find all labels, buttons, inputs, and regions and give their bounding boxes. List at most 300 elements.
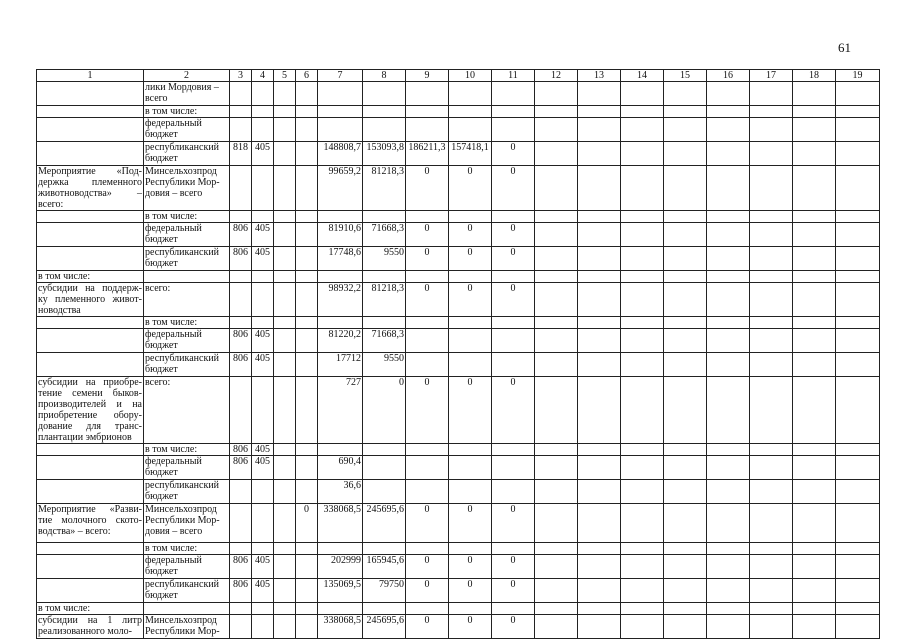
empty-cell-17 (750, 82, 793, 106)
empty-cell-19 (836, 504, 880, 543)
value-cell-11 (492, 456, 535, 480)
empty-cell-16 (707, 603, 750, 615)
value-cell-8: 81218,3 (363, 283, 406, 317)
row-source-cell: всего: (144, 283, 230, 317)
value-cell-6 (296, 283, 318, 317)
empty-cell-15 (664, 456, 707, 480)
empty-cell-17 (750, 329, 793, 353)
value-cell-6 (296, 247, 318, 271)
table-row (37, 504, 880, 543)
row-source-cell (144, 271, 230, 283)
row-source-cell: федеральный бюджет (144, 456, 230, 480)
empty-cell-18 (793, 444, 836, 456)
empty-cell-17 (750, 118, 793, 142)
empty-cell-19 (836, 223, 880, 247)
value-cell-6 (296, 543, 318, 555)
table-row (37, 247, 880, 271)
empty-cell-15 (664, 317, 707, 329)
value-cell-10 (449, 603, 492, 615)
column-header-2: 2 (144, 70, 230, 82)
value-cell-6 (296, 555, 318, 579)
value-cell-4: 405 (252, 353, 274, 377)
empty-cell-18 (793, 247, 836, 271)
column-header-17: 17 (750, 70, 793, 82)
value-cell-9: 186211,3 (406, 142, 449, 166)
empty-cell-18 (793, 142, 836, 166)
value-cell-3 (230, 166, 252, 211)
empty-cell-18 (793, 106, 836, 118)
value-cell-6 (296, 353, 318, 377)
table-row (37, 353, 880, 377)
value-cell-6 (296, 480, 318, 504)
value-cell-4: 405 (252, 142, 274, 166)
empty-cell-17 (750, 353, 793, 377)
value-cell-11: 0 (492, 166, 535, 211)
value-cell-9 (406, 211, 449, 223)
row-title-cell: в том числе: (37, 603, 144, 615)
value-cell-11 (492, 82, 535, 106)
empty-cell-18 (793, 504, 836, 543)
empty-cell-18 (793, 353, 836, 377)
value-cell-3 (230, 615, 252, 639)
row-source-cell: лики Мордовия – всего (144, 82, 230, 106)
value-cell-8: 165945,6 (363, 555, 406, 579)
table-row (37, 317, 880, 329)
empty-cell-17 (750, 543, 793, 555)
empty-cell-13 (578, 283, 621, 317)
empty-cell-13 (578, 615, 621, 639)
empty-cell-16 (707, 223, 750, 247)
value-cell-11: 0 (492, 615, 535, 639)
value-cell-5 (274, 504, 296, 543)
empty-cell-16 (707, 82, 750, 106)
empty-cell-17 (750, 555, 793, 579)
empty-cell-19 (836, 271, 880, 283)
value-cell-7 (318, 211, 363, 223)
empty-cell-19 (836, 377, 880, 444)
value-cell-9: 0 (406, 615, 449, 639)
empty-cell-16 (707, 543, 750, 555)
empty-cell-13 (578, 317, 621, 329)
value-cell-10: 0 (449, 555, 492, 579)
value-cell-4 (252, 480, 274, 504)
value-cell-3 (230, 377, 252, 444)
value-cell-11: 0 (492, 504, 535, 543)
value-cell-8: 71668,3 (363, 223, 406, 247)
value-cell-6: 0 (296, 504, 318, 543)
empty-cell-19 (836, 283, 880, 317)
empty-cell-17 (750, 317, 793, 329)
value-cell-8: 71668,3 (363, 329, 406, 353)
empty-cell-15 (664, 271, 707, 283)
table-row (37, 444, 880, 456)
empty-cell-15 (664, 166, 707, 211)
empty-cell-15 (664, 118, 707, 142)
value-cell-3: 806 (230, 444, 252, 456)
value-cell-8: 153093,8 (363, 142, 406, 166)
empty-cell-12 (535, 543, 578, 555)
table-row (37, 615, 880, 639)
empty-cell-15 (664, 211, 707, 223)
empty-cell-13 (578, 456, 621, 480)
row-title-cell (37, 223, 144, 247)
value-cell-4 (252, 615, 274, 639)
value-cell-5 (274, 456, 296, 480)
empty-cell-18 (793, 329, 836, 353)
empty-cell-19 (836, 603, 880, 615)
value-cell-5 (274, 82, 296, 106)
value-cell-9 (406, 353, 449, 377)
value-cell-3 (230, 543, 252, 555)
row-source-cell: федеральный бюджет (144, 555, 230, 579)
empty-cell-15 (664, 579, 707, 603)
value-cell-10 (449, 480, 492, 504)
value-cell-7 (318, 82, 363, 106)
empty-cell-14 (621, 555, 664, 579)
row-title-cell: субсидии на приобре-тение семени быков-производителей и на приобретение обору-дование для транс-плантации эмбрионов (38, 377, 142, 443)
value-cell-4: 405 (252, 329, 274, 353)
value-cell-4 (252, 603, 274, 615)
empty-cell-14 (621, 271, 664, 283)
value-cell-7: 202999 (318, 555, 363, 579)
empty-cell-13 (578, 166, 621, 211)
value-cell-10 (449, 543, 492, 555)
empty-cell-12 (535, 106, 578, 118)
value-cell-7 (318, 543, 363, 555)
row-title-cell (37, 211, 144, 223)
value-cell-8 (363, 456, 406, 480)
value-cell-10: 0 (449, 166, 492, 211)
value-cell-4 (252, 106, 274, 118)
value-cell-10 (449, 317, 492, 329)
value-cell-8: 81218,3 (363, 166, 406, 211)
empty-cell-13 (578, 247, 621, 271)
empty-cell-12 (535, 329, 578, 353)
value-cell-7 (318, 106, 363, 118)
empty-cell-19 (836, 555, 880, 579)
value-cell-3: 806 (230, 579, 252, 603)
value-cell-5 (274, 271, 296, 283)
row-title-cell (37, 142, 144, 166)
value-cell-4 (252, 271, 274, 283)
column-header-4: 4 (252, 70, 274, 82)
empty-cell-14 (621, 480, 664, 504)
empty-cell-13 (578, 82, 621, 106)
value-cell-7: 727 (318, 377, 363, 444)
value-cell-10 (449, 456, 492, 480)
value-cell-9: 0 (406, 283, 449, 317)
value-cell-10: 0 (449, 377, 492, 444)
empty-cell-13 (578, 504, 621, 543)
column-header-5: 5 (274, 70, 296, 82)
empty-cell-12 (535, 603, 578, 615)
value-cell-4: 405 (252, 223, 274, 247)
empty-cell-19 (836, 456, 880, 480)
empty-cell-12 (535, 377, 578, 444)
empty-cell-12 (535, 504, 578, 543)
empty-cell-13 (578, 271, 621, 283)
empty-cell-15 (664, 283, 707, 317)
empty-cell-14 (621, 579, 664, 603)
empty-cell-14 (621, 543, 664, 555)
empty-cell-15 (664, 353, 707, 377)
empty-cell-16 (707, 615, 750, 639)
value-cell-3: 806 (230, 329, 252, 353)
row-source-cell: федеральный бюджет (144, 329, 230, 353)
value-cell-11 (492, 317, 535, 329)
value-cell-3 (230, 82, 252, 106)
column-header-14: 14 (621, 70, 664, 82)
empty-cell-12 (535, 444, 578, 456)
value-cell-7: 81910,6 (318, 223, 363, 247)
row-source-cell: республиканский бюджет (144, 579, 230, 603)
empty-cell-15 (664, 142, 707, 166)
value-cell-9: 0 (406, 555, 449, 579)
value-cell-8 (363, 444, 406, 456)
value-cell-3: 806 (230, 247, 252, 271)
value-cell-8: 245695,6 (363, 504, 406, 543)
column-header-16: 16 (707, 70, 750, 82)
row-title-cell: Мероприятие «Под-держка племенного животноводства» – всего: (38, 166, 142, 210)
empty-cell-17 (750, 142, 793, 166)
value-cell-6 (296, 317, 318, 329)
empty-cell-17 (750, 456, 793, 480)
value-cell-5 (274, 118, 296, 142)
value-cell-6 (296, 142, 318, 166)
empty-cell-17 (750, 166, 793, 211)
value-cell-11 (492, 444, 535, 456)
row-title-cell (37, 353, 144, 377)
value-cell-10 (449, 106, 492, 118)
value-cell-4: 405 (252, 555, 274, 579)
column-header-7: 7 (318, 70, 363, 82)
empty-cell-15 (664, 82, 707, 106)
empty-cell-19 (836, 615, 880, 639)
value-cell-6 (296, 118, 318, 142)
empty-cell-12 (535, 283, 578, 317)
value-cell-6 (296, 444, 318, 456)
empty-cell-19 (836, 247, 880, 271)
empty-cell-12 (535, 353, 578, 377)
value-cell-7 (318, 317, 363, 329)
value-cell-7: 98932,2 (318, 283, 363, 317)
value-cell-9: 0 (406, 504, 449, 543)
empty-cell-15 (664, 480, 707, 504)
row-title-cell (37, 106, 144, 118)
empty-cell-16 (707, 317, 750, 329)
value-cell-10: 157418,1 (449, 142, 492, 166)
empty-cell-12 (535, 480, 578, 504)
value-cell-5 (274, 603, 296, 615)
empty-cell-18 (793, 579, 836, 603)
empty-cell-12 (535, 247, 578, 271)
empty-cell-14 (621, 456, 664, 480)
value-cell-4 (252, 82, 274, 106)
value-cell-3 (230, 504, 252, 543)
value-cell-4 (252, 166, 274, 211)
value-cell-9 (406, 82, 449, 106)
column-header-12: 12 (535, 70, 578, 82)
value-cell-8: 79750 (363, 579, 406, 603)
value-cell-4: 405 (252, 579, 274, 603)
value-cell-7: 135069,5 (318, 579, 363, 603)
empty-cell-15 (664, 603, 707, 615)
value-cell-5 (274, 543, 296, 555)
empty-cell-14 (621, 211, 664, 223)
row-title-cell (37, 317, 144, 329)
empty-cell-13 (578, 555, 621, 579)
value-cell-6 (296, 329, 318, 353)
row-source-cell: всего: (144, 377, 230, 444)
row-title-cell: субсидии на поддерж-ку племенного живот-новодства (38, 283, 142, 316)
value-cell-6 (296, 603, 318, 615)
table-row (37, 555, 880, 579)
value-cell-7 (318, 444, 363, 456)
value-cell-9: 0 (406, 166, 449, 211)
value-cell-7 (318, 118, 363, 142)
value-cell-9 (406, 456, 449, 480)
empty-cell-14 (621, 283, 664, 317)
empty-cell-18 (793, 166, 836, 211)
value-cell-7: 17748,6 (318, 247, 363, 271)
empty-cell-19 (836, 317, 880, 329)
column-header-19: 19 (836, 70, 880, 82)
empty-cell-16 (707, 504, 750, 543)
empty-cell-18 (793, 118, 836, 142)
empty-cell-13 (578, 603, 621, 615)
value-cell-7: 81220,2 (318, 329, 363, 353)
value-cell-11: 0 (492, 223, 535, 247)
row-title-cell (37, 329, 144, 353)
value-cell-9: 0 (406, 579, 449, 603)
value-cell-4: 405 (252, 456, 274, 480)
table-row (37, 456, 880, 480)
empty-cell-13 (578, 142, 621, 166)
empty-cell-18 (793, 603, 836, 615)
value-cell-5 (274, 247, 296, 271)
value-cell-10: 0 (449, 504, 492, 543)
value-cell-8: 0 (363, 377, 406, 444)
value-cell-7: 338068,5 (318, 615, 363, 639)
empty-cell-13 (578, 480, 621, 504)
empty-cell-16 (707, 480, 750, 504)
value-cell-9 (406, 444, 449, 456)
value-cell-9 (406, 603, 449, 615)
column-header-11: 11 (492, 70, 535, 82)
empty-cell-14 (621, 353, 664, 377)
value-cell-4 (252, 211, 274, 223)
value-cell-10 (449, 211, 492, 223)
empty-cell-19 (836, 444, 880, 456)
value-cell-11 (492, 118, 535, 142)
empty-cell-14 (621, 615, 664, 639)
value-cell-11: 0 (492, 283, 535, 317)
empty-cell-17 (750, 271, 793, 283)
value-cell-11 (492, 106, 535, 118)
column-header-8: 8 (363, 70, 406, 82)
value-cell-9: 0 (406, 377, 449, 444)
value-cell-3 (230, 271, 252, 283)
empty-cell-18 (793, 283, 836, 317)
column-header-9: 9 (406, 70, 449, 82)
page-number: 61 (838, 40, 851, 55)
empty-cell-19 (836, 480, 880, 504)
row-source-cell: Минсельхозпрод Республики Мор-довия – всего (144, 504, 230, 543)
empty-cell-12 (535, 223, 578, 247)
empty-cell-13 (578, 353, 621, 377)
value-cell-6 (296, 166, 318, 211)
budget-table (36, 69, 880, 639)
empty-cell-16 (707, 579, 750, 603)
value-cell-5 (274, 377, 296, 444)
empty-cell-16 (707, 211, 750, 223)
empty-cell-13 (578, 223, 621, 247)
row-title-cell: в том числе: (37, 271, 144, 283)
value-cell-10 (449, 353, 492, 377)
row-title-cell (37, 247, 144, 271)
value-cell-5 (274, 142, 296, 166)
value-cell-7 (318, 271, 363, 283)
empty-cell-12 (535, 166, 578, 211)
value-cell-10 (449, 444, 492, 456)
value-cell-10 (449, 118, 492, 142)
empty-cell-17 (750, 444, 793, 456)
value-cell-5 (274, 579, 296, 603)
value-cell-5 (274, 106, 296, 118)
empty-cell-16 (707, 166, 750, 211)
empty-cell-16 (707, 353, 750, 377)
empty-cell-15 (664, 504, 707, 543)
empty-cell-17 (750, 247, 793, 271)
empty-cell-19 (836, 142, 880, 166)
empty-cell-18 (793, 615, 836, 639)
empty-cell-18 (793, 211, 836, 223)
empty-cell-19 (836, 353, 880, 377)
empty-cell-17 (750, 615, 793, 639)
value-cell-9: 0 (406, 247, 449, 271)
empty-cell-18 (793, 82, 836, 106)
empty-cell-13 (578, 444, 621, 456)
row-source-cell: Минсельхозпрод Республики Мор-довия – всего (144, 166, 230, 211)
empty-cell-15 (664, 106, 707, 118)
value-cell-8 (363, 271, 406, 283)
table-row (37, 106, 880, 118)
value-cell-5 (274, 211, 296, 223)
empty-cell-14 (621, 603, 664, 615)
empty-cell-13 (578, 329, 621, 353)
value-cell-5 (274, 329, 296, 353)
empty-cell-16 (707, 271, 750, 283)
empty-cell-18 (793, 317, 836, 329)
value-cell-10: 0 (449, 247, 492, 271)
value-cell-6 (296, 615, 318, 639)
column-header-10: 10 (449, 70, 492, 82)
value-cell-3: 806 (230, 353, 252, 377)
empty-cell-16 (707, 283, 750, 317)
value-cell-7: 17712 (318, 353, 363, 377)
empty-cell-12 (535, 82, 578, 106)
row-title-cell (37, 543, 144, 555)
empty-cell-18 (793, 456, 836, 480)
empty-cell-18 (793, 480, 836, 504)
empty-cell-12 (535, 317, 578, 329)
value-cell-8: 245695,6 (363, 615, 406, 639)
empty-cell-16 (707, 247, 750, 271)
empty-cell-14 (621, 329, 664, 353)
value-cell-5 (274, 353, 296, 377)
empty-cell-18 (793, 555, 836, 579)
value-cell-4 (252, 317, 274, 329)
